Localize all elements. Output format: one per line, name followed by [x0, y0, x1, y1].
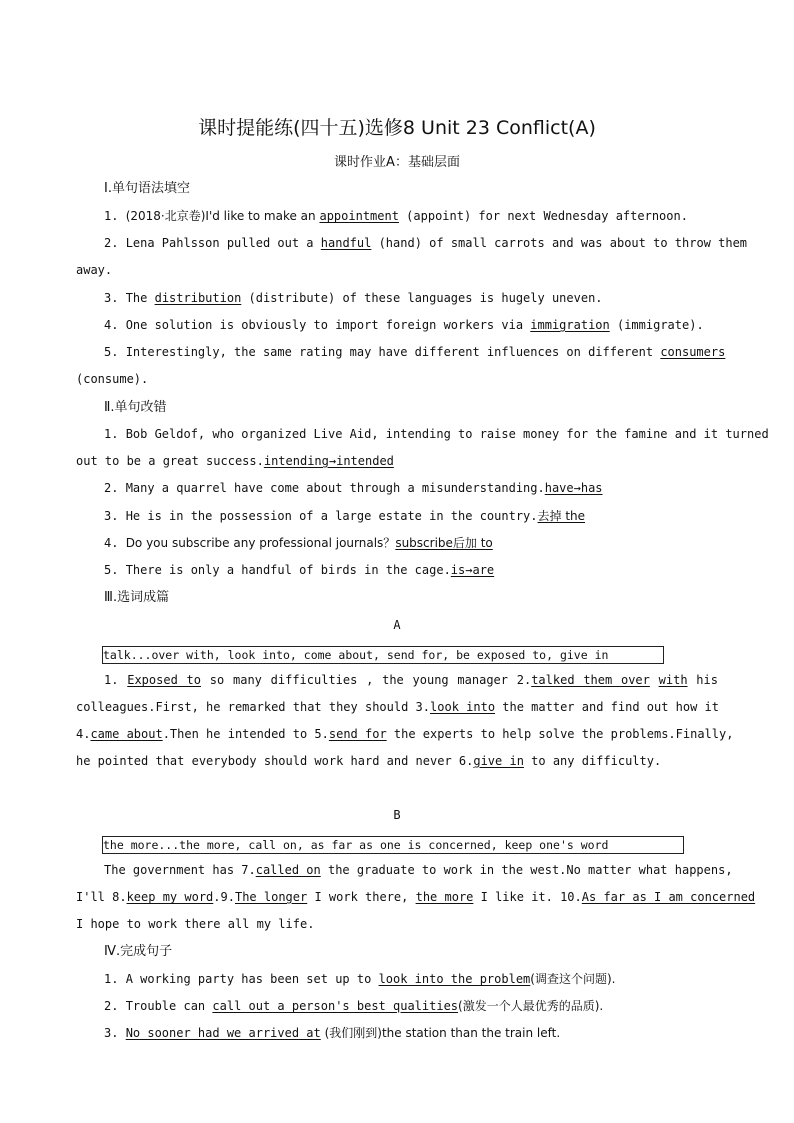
answer: Exposed to	[127, 673, 202, 687]
answer: call out a person's best qualities	[212, 999, 459, 1013]
answer: distribution	[154, 291, 242, 305]
part-b-label: B	[393, 808, 401, 822]
answer: keep my word	[126, 890, 214, 904]
page-subtitle: 课时作业A：基础层面	[334, 155, 460, 170]
answer: The longer	[234, 890, 308, 904]
s2-item-1: 1. Bob Geldof, who organized Live Aid, intending to raise money for the famine and it turned	[104, 427, 769, 441]
answer: appointment	[319, 209, 399, 223]
section-3-heading: Ⅲ.选词成篇	[104, 590, 170, 605]
s1-item-4: 4. One solution is obviously to import foreign workers via immigration (immigrate).	[104, 318, 704, 332]
part-b-line-1: The government has 7.called on the graduate to work in the west.No matter what happens,	[104, 863, 733, 877]
answer: As far as I am concerned	[581, 890, 756, 904]
part-a-line-1: 1. Exposed to so many difficulties , the young manager 2.talked them over with his	[104, 673, 718, 687]
answer: 去掉 the	[537, 509, 586, 523]
answer: handful	[320, 236, 372, 250]
part-a-line-2: colleagues.First, he remarked that they should 3.look into the matter and find out how it	[76, 700, 720, 714]
answer: have→has	[544, 481, 603, 495]
part-a-line-3: 4.came about.Then he intended to 5.send for the experts to help solve the problems.Finally,	[76, 727, 734, 741]
answer: look into	[430, 700, 496, 714]
part-a-line-4: he pointed that everybody should work hard and never 6.give in to any difficulty.	[76, 754, 662, 768]
answer: look into the problem	[378, 972, 531, 986]
answer: called on	[255, 863, 321, 877]
answer: subscribe后加 to	[395, 536, 493, 550]
answer: talked them over	[531, 673, 650, 687]
part-b-line-2: I'll 8.keep my word.9.The longer I work there, the more I like it. 10.As far as I am concerned	[76, 890, 756, 904]
section-4-heading: Ⅳ.完成句子	[104, 944, 173, 959]
answer: with	[658, 673, 688, 687]
word-box-b: the more...the more, call on, as far as one is concerned, keep one's word	[102, 836, 684, 854]
answer: came about	[90, 727, 163, 741]
word-box-a: talk...over with, look into, come about, send for, be exposed to, give in	[102, 646, 664, 664]
section-2-heading: Ⅱ.单句改错	[104, 400, 167, 415]
part-a-label: A	[393, 618, 401, 632]
s1-item-3: 3. The distribution (distribute) of these languages is hugely uneven.	[104, 291, 603, 305]
s4-item-1: 1. A working party has been set up to look into the problem(调查这个问题).	[104, 972, 616, 986]
section-1-heading: Ⅰ.单句语法填空	[104, 181, 190, 196]
answer: is→are	[450, 563, 495, 577]
s1-item-2: 2. Lena Pahlsson pulled out a handful (hand) of small carrots and was about to throw them	[104, 236, 748, 250]
answer: consumers	[660, 345, 726, 359]
s4-item-2: 2. Trouble can call out a person's best qualities(激发一个人最优秀的品质).	[104, 999, 604, 1013]
s1-item-5: 5. Interestingly, the same rating may have different influences on different consumers	[104, 345, 726, 359]
s2-item-4: 4. Do you subscribe any professional journals？subscribe后加 to	[104, 536, 493, 550]
s2-item-5: 5. There is only a handful of birds in the cage.is→are	[104, 563, 495, 577]
s2-item-1-cont: out to be a great success.intending→intended	[76, 454, 394, 468]
answer: intending→intended	[263, 454, 394, 468]
page-title: 课时提能练(四十五)选修8 Unit 23 Conflict(A)	[198, 117, 596, 139]
s1-item-5-cont: (consume).	[76, 372, 149, 386]
s4-item-3: 3. No sooner had we arrived at (我们刚到)the station than the train left.	[104, 1026, 561, 1040]
s2-item-3: 3. He is in the possession of a large estate in the country.去掉 the	[104, 509, 586, 523]
answer: send for	[328, 727, 387, 741]
s1-item-1: 1. (2018·北京卷)I'd like to make an appointment (appoint) for next Wednesday afternoon.	[104, 209, 688, 223]
answer: immigration	[530, 318, 610, 332]
answer: No sooner had we arrived at	[125, 1026, 321, 1040]
part-b-line-3: I hope to work there all my life.	[76, 917, 315, 931]
s2-item-2: 2. Many a quarrel have come about through a misunderstanding.have→has	[104, 481, 603, 495]
s1-item-2-cont: away.	[76, 263, 113, 277]
answer: the more	[415, 890, 474, 904]
answer: give in	[473, 754, 524, 768]
